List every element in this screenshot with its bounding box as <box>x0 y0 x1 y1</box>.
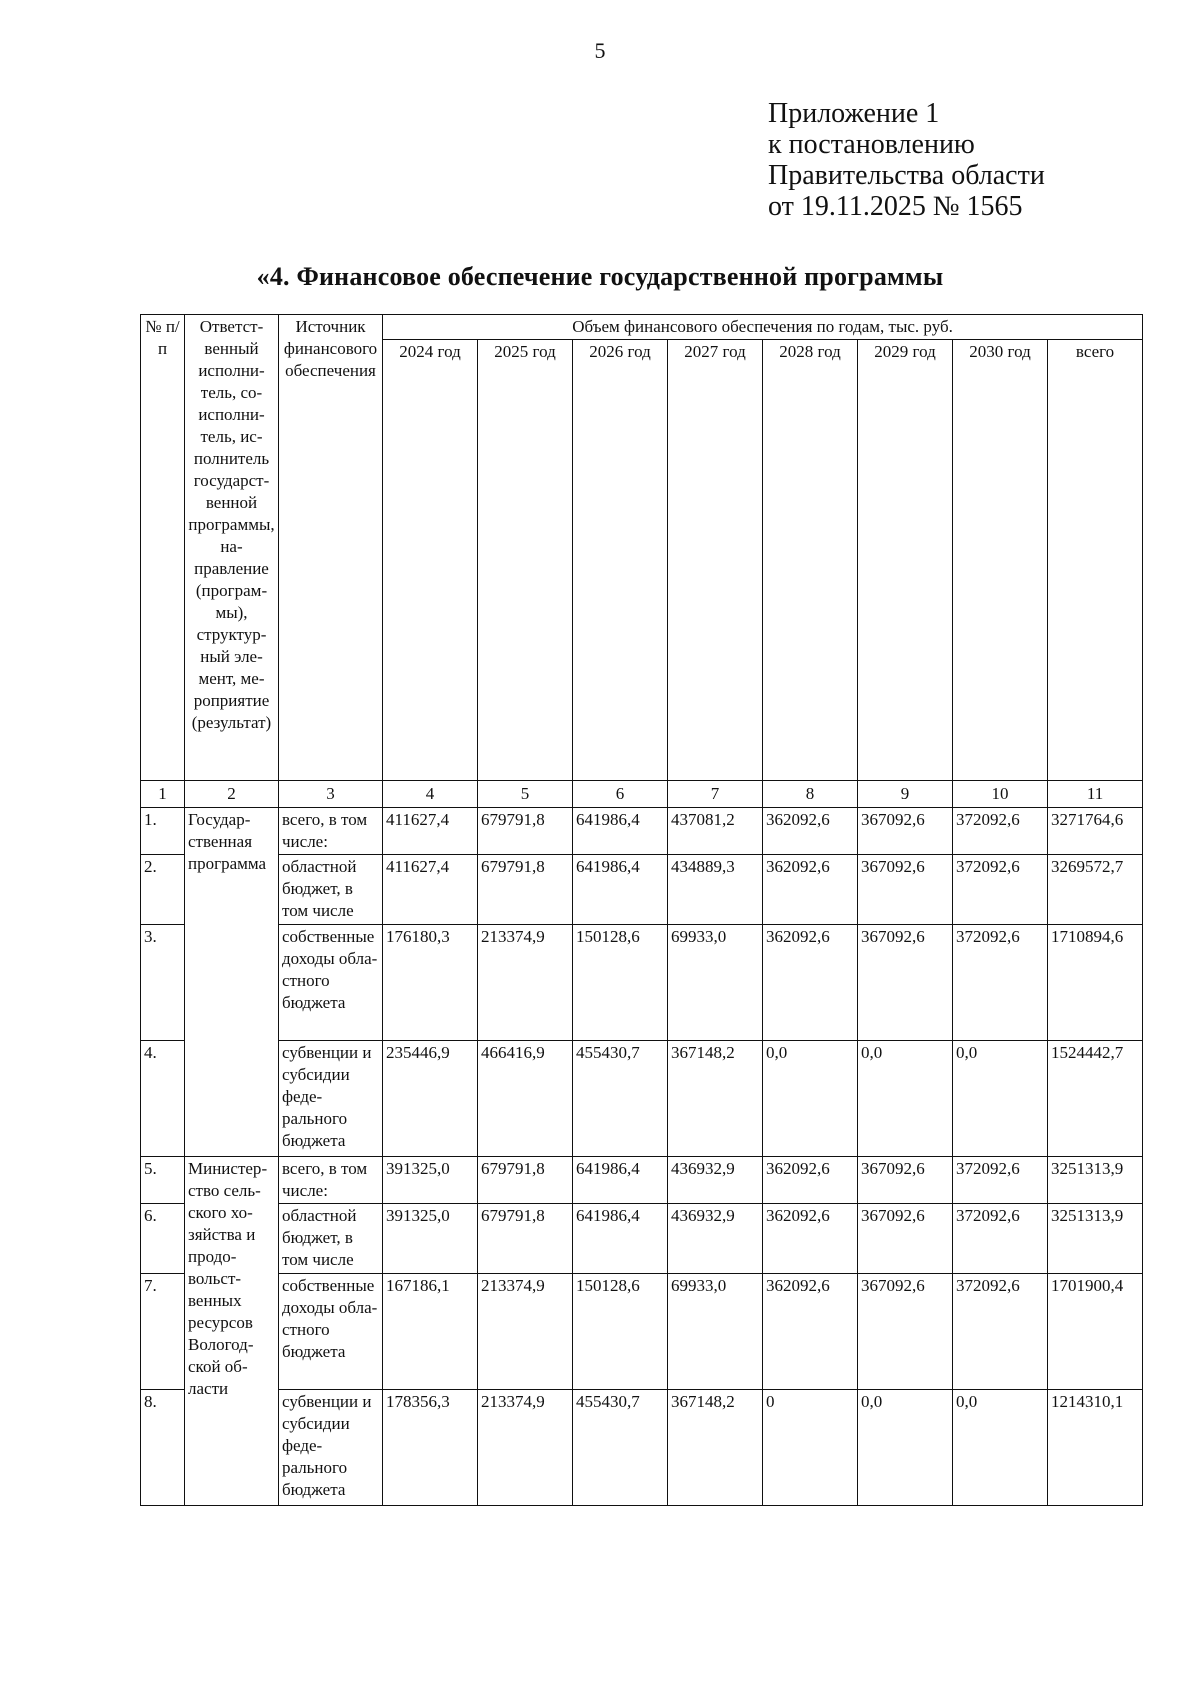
appendix-line: Правительства области <box>768 160 1045 191</box>
appendix-block <box>768 98 1045 222</box>
value-cell: 0,0 <box>858 1041 953 1157</box>
source-cell: областной бюджет, в том числе <box>279 1204 383 1274</box>
table-row <box>141 925 1143 1041</box>
column-number: 5 <box>478 781 573 808</box>
appendix-line: к постановлению <box>768 129 975 160</box>
value-cell: 411627,4 <box>383 808 478 855</box>
row-number: 3. <box>141 925 185 1041</box>
header-year: 2025 год <box>478 340 573 781</box>
value-cell: 679791,8 <box>478 1157 573 1204</box>
header-year: 2030 год <box>953 340 1048 781</box>
column-number-row <box>141 781 1143 808</box>
total-cell: 3251313,9 <box>1048 1204 1143 1274</box>
source-cell: собственные доходы областного бюджета <box>279 1274 383 1390</box>
total-cell: 1710894,6 <box>1048 925 1143 1041</box>
value-cell: 411627,4 <box>383 855 478 925</box>
source-cell: всего, в том числе: <box>279 1157 383 1204</box>
source-cell: собственные доходы областного бюджета <box>279 925 383 1041</box>
header-executor: Ответственный исполнитель, соисполнитель, исполнитель государственной программы, направление (программы), структурный элемент, мероприятие (результат) <box>185 315 279 781</box>
value-cell: 372092,6 <box>953 1274 1048 1390</box>
total-cell: 3269572,7 <box>1048 855 1143 925</box>
header-total: всего <box>1048 340 1143 781</box>
table-row <box>141 1274 1143 1390</box>
value-cell: 69933,0 <box>668 1274 763 1390</box>
executor-cell: Министерство сельского хозяйства и продовольственных ресурсов Вологодской области <box>185 1157 279 1506</box>
row-number: 5. <box>141 1157 185 1204</box>
appendix-line: от 19.11.2025 № 1565 <box>768 191 1023 222</box>
table-row <box>141 855 1143 925</box>
value-cell: 372092,6 <box>953 1204 1048 1274</box>
value-cell: 0 <box>763 1390 858 1506</box>
column-number: 1 <box>141 781 185 808</box>
table-row <box>141 1157 1143 1204</box>
value-cell: 362092,6 <box>763 1274 858 1390</box>
total-cell: 1524442,7 <box>1048 1041 1143 1157</box>
header-year: 2029 год <box>858 340 953 781</box>
value-cell: 679791,8 <box>478 1204 573 1274</box>
value-cell: 372092,6 <box>953 808 1048 855</box>
value-cell: 0,0 <box>953 1390 1048 1506</box>
value-cell: 391325,0 <box>383 1157 478 1204</box>
total-cell: 1701900,4 <box>1048 1274 1143 1390</box>
value-cell: 0,0 <box>763 1041 858 1157</box>
column-number: 4 <box>383 781 478 808</box>
value-cell: 455430,7 <box>573 1390 668 1506</box>
value-cell: 213374,9 <box>478 1390 573 1506</box>
row-number: 4. <box>141 1041 185 1157</box>
row-number: 2. <box>141 855 185 925</box>
row-number: 7. <box>141 1274 185 1390</box>
value-cell: 641986,4 <box>573 1204 668 1274</box>
value-cell: 367092,6 <box>858 925 953 1041</box>
value-cell: 150128,6 <box>573 925 668 1041</box>
header-year: 2026 год <box>573 340 668 781</box>
total-cell: 1214310,1 <box>1048 1390 1143 1506</box>
value-cell: 367092,6 <box>858 1204 953 1274</box>
value-cell: 367148,2 <box>668 1041 763 1157</box>
value-cell: 367092,6 <box>858 855 953 925</box>
value-cell: 679791,8 <box>478 808 573 855</box>
value-cell: 362092,6 <box>763 808 858 855</box>
source-cell: субвенции и субсидии федерального бюджета <box>279 1390 383 1506</box>
column-number: 2 <box>185 781 279 808</box>
column-number: 6 <box>573 781 668 808</box>
value-cell: 235446,9 <box>383 1041 478 1157</box>
column-number: 3 <box>279 781 383 808</box>
source-cell: областной бюджет, в том числе <box>279 855 383 925</box>
value-cell: 362092,6 <box>763 855 858 925</box>
value-cell: 391325,0 <box>383 1204 478 1274</box>
value-cell: 176180,3 <box>383 925 478 1041</box>
column-number: 9 <box>858 781 953 808</box>
row-number: 8. <box>141 1390 185 1506</box>
value-cell: 372092,6 <box>953 925 1048 1041</box>
value-cell: 455430,7 <box>573 1041 668 1157</box>
executor-cell: Государственная программа <box>185 808 279 1157</box>
column-number: 7 <box>668 781 763 808</box>
value-cell: 367148,2 <box>668 1390 763 1506</box>
total-cell: 3251313,9 <box>1048 1157 1143 1204</box>
value-cell: 69933,0 <box>668 925 763 1041</box>
value-cell: 437081,2 <box>668 808 763 855</box>
value-cell: 213374,9 <box>478 925 573 1041</box>
row-number: 1. <box>141 808 185 855</box>
header-number: № п/п <box>141 315 185 781</box>
value-cell: 641986,4 <box>573 1157 668 1204</box>
header-volume: Объем финансового обеспечения по годам, тыс. руб. <box>383 315 1143 340</box>
appendix-line: Приложение 1 <box>768 98 940 129</box>
table-row <box>141 808 1143 855</box>
value-cell: 367092,6 <box>858 1274 953 1390</box>
header-year: 2024 год <box>383 340 478 781</box>
value-cell: 679791,8 <box>478 855 573 925</box>
value-cell: 178356,3 <box>383 1390 478 1506</box>
value-cell: 362092,6 <box>763 1204 858 1274</box>
value-cell: 0,0 <box>953 1041 1048 1157</box>
value-cell: 150128,6 <box>573 1274 668 1390</box>
source-cell: субвенции и субсидии федерального бюджета <box>279 1041 383 1157</box>
column-number: 10 <box>953 781 1048 808</box>
financing-table <box>140 314 1143 1506</box>
header-year: 2028 год <box>763 340 858 781</box>
table-row <box>141 1204 1143 1274</box>
value-cell: 436932,9 <box>668 1157 763 1204</box>
value-cell: 436932,9 <box>668 1204 763 1274</box>
value-cell: 362092,6 <box>763 1157 858 1204</box>
header-year: 2027 год <box>668 340 763 781</box>
value-cell: 434889,3 <box>668 855 763 925</box>
value-cell: 367092,6 <box>858 1157 953 1204</box>
page-number: 5 <box>594 38 606 63</box>
total-cell: 3271764,6 <box>1048 808 1143 855</box>
value-cell: 0,0 <box>858 1390 953 1506</box>
value-cell: 372092,6 <box>953 855 1048 925</box>
value-cell: 167186,1 <box>383 1274 478 1390</box>
value-cell: 362092,6 <box>763 925 858 1041</box>
table-row <box>141 1041 1143 1157</box>
value-cell: 367092,6 <box>858 808 953 855</box>
value-cell: 372092,6 <box>953 1157 1048 1204</box>
value-cell: 213374,9 <box>478 1274 573 1390</box>
row-number: 6. <box>141 1204 185 1274</box>
table-row <box>141 1390 1143 1506</box>
column-number: 11 <box>1048 781 1143 808</box>
value-cell: 466416,9 <box>478 1041 573 1157</box>
value-cell: 641986,4 <box>573 855 668 925</box>
column-number: 8 <box>763 781 858 808</box>
header-source: Источник финансового обеспечения <box>279 315 383 781</box>
source-cell: всего, в том числе: <box>279 808 383 855</box>
value-cell: 641986,4 <box>573 808 668 855</box>
section-title: «4. Финансовое обеспечение государственной программы <box>256 262 944 291</box>
